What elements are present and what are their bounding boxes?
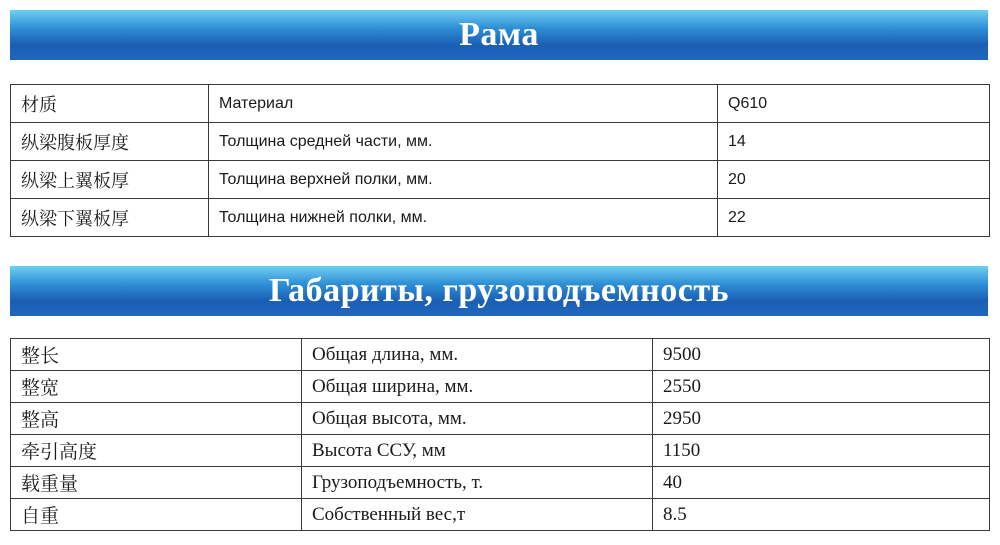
russian-label-cell: Общая ширина, мм. bbox=[302, 371, 653, 403]
russian-label-cell: Общая длина, мм. bbox=[302, 339, 653, 371]
value-cell: 2550 bbox=[653, 371, 990, 403]
russian-label-cell: Толщина средней части, мм. bbox=[209, 123, 718, 161]
chinese-label-cell: 纵梁上翼板厚 bbox=[11, 161, 209, 199]
table-row bbox=[11, 161, 990, 199]
frame-section-banner bbox=[10, 10, 988, 60]
table-row bbox=[11, 123, 990, 161]
chinese-label-cell: 整宽 bbox=[11, 371, 302, 403]
table-row bbox=[11, 371, 990, 403]
table-row bbox=[11, 467, 990, 499]
table-row bbox=[11, 499, 990, 531]
chinese-label-cell: 载重量 bbox=[11, 467, 302, 499]
dimensions-section-banner bbox=[10, 266, 988, 316]
table-row bbox=[11, 339, 990, 371]
chinese-label-cell: 整长 bbox=[11, 339, 302, 371]
russian-label-cell: Высота ССУ, мм bbox=[302, 435, 653, 467]
frame-section-title: Рама bbox=[459, 16, 539, 53]
chinese-label-cell: 材质 bbox=[11, 85, 209, 123]
table-row bbox=[11, 199, 990, 237]
table-row bbox=[11, 435, 990, 467]
value-cell: 14 bbox=[718, 123, 990, 161]
russian-label-cell: Общая высота, мм. bbox=[302, 403, 653, 435]
chinese-label-cell: 自重 bbox=[11, 499, 302, 531]
chinese-label-cell: 整高 bbox=[11, 403, 302, 435]
value-cell: 8.5 bbox=[653, 499, 990, 531]
value-cell: Q610 bbox=[718, 85, 990, 123]
russian-label-cell: Толщина верхней полки, мм. bbox=[209, 161, 718, 199]
chinese-label-cell: 纵梁下翼板厚 bbox=[11, 199, 209, 237]
value-cell: 9500 bbox=[653, 339, 990, 371]
value-cell: 2950 bbox=[653, 403, 990, 435]
frame-spec-table bbox=[10, 84, 990, 237]
table-row bbox=[11, 403, 990, 435]
chinese-label-cell: 牵引高度 bbox=[11, 435, 302, 467]
chinese-label-cell: 纵梁腹板厚度 bbox=[11, 123, 209, 161]
russian-label-cell: Грузоподъемность, т. bbox=[302, 467, 653, 499]
value-cell: 20 bbox=[718, 161, 990, 199]
russian-label-cell: Материал bbox=[209, 85, 718, 123]
dimensions-spec-table bbox=[10, 338, 990, 531]
value-cell: 1150 bbox=[653, 435, 990, 467]
russian-label-cell: Толщина нижней полки, мм. bbox=[209, 199, 718, 237]
value-cell: 40 bbox=[653, 467, 990, 499]
russian-label-cell: Собственный вес,т bbox=[302, 499, 653, 531]
table-row bbox=[11, 85, 990, 123]
dimensions-section-title: Габариты, грузоподъемность bbox=[269, 272, 729, 309]
value-cell: 22 bbox=[718, 199, 990, 237]
